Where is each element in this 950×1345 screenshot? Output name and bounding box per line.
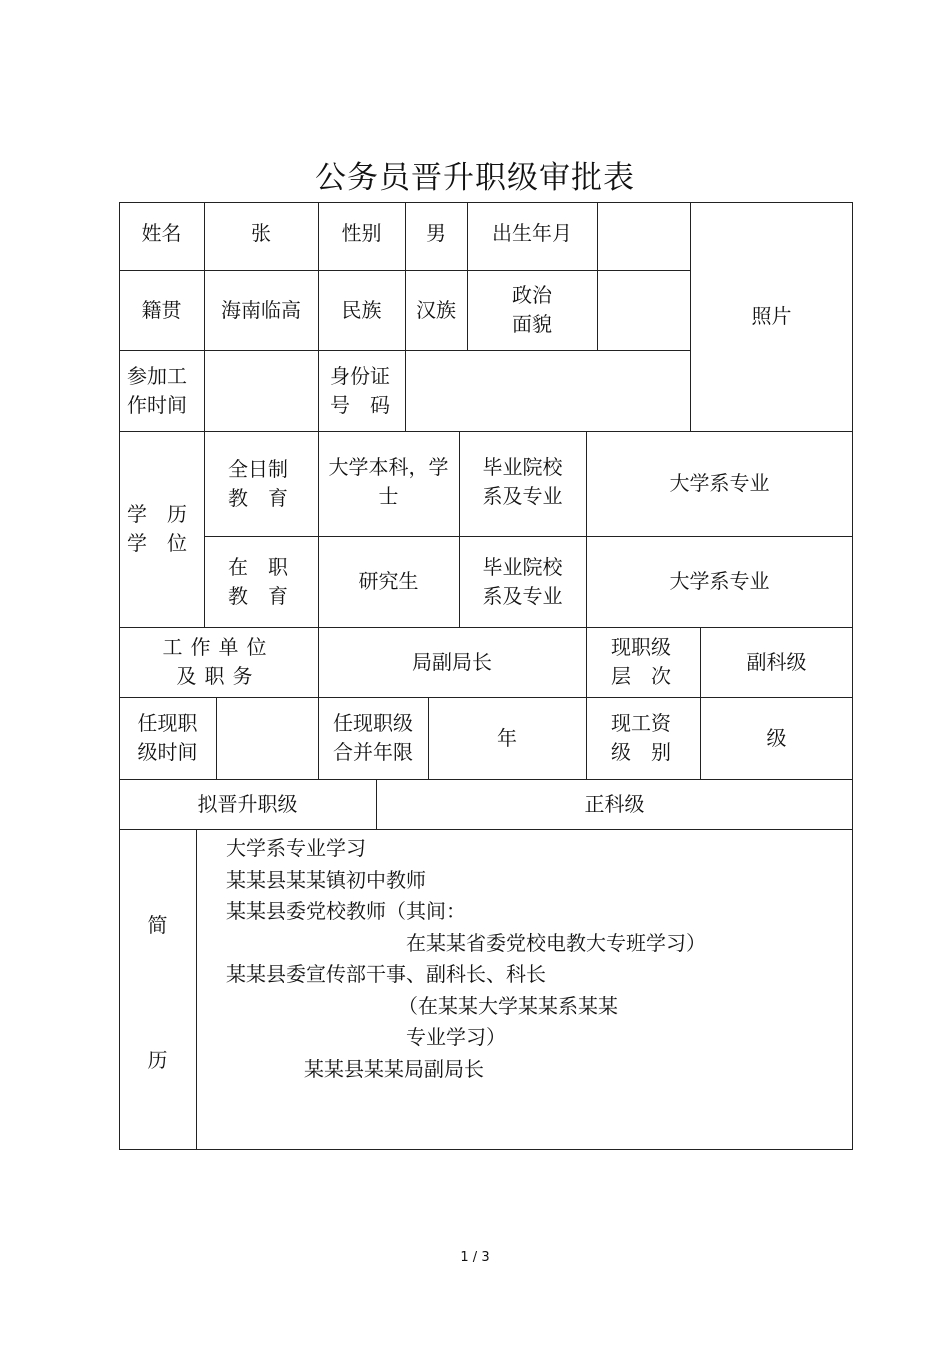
value-native-place: 海南临高 — [221, 297, 301, 322]
label-birth: 出生年月 — [492, 220, 572, 245]
page-number: 1 / 3 — [460, 1250, 490, 1265]
value-work-unit: 局副局长 — [412, 649, 492, 674]
label-fulltime-school: 毕业院校 系及专业 — [482, 455, 563, 508]
value-fulltime-major: 大学系专业 — [669, 471, 770, 495]
label-fulltime-edu: 全日制 教 育 — [228, 456, 288, 510]
label-education: 学 历 学 位 — [127, 502, 187, 555]
label-native-place: 籍贯 — [141, 297, 182, 322]
resume-line-7: 专业学习） — [406, 1025, 506, 1049]
resume-line-3: 某某县委党校教师（其间： — [226, 899, 466, 923]
resume-line-1: 大学系专业学习 — [226, 836, 366, 860]
resume-line-5: 某某县委宣传部干事、副科长、科长 — [226, 962, 546, 986]
label-gender: 性别 — [341, 220, 382, 245]
resume-line-4: 在某某省委党校电教大专班学习） — [406, 931, 706, 955]
photo-box: 照片 — [751, 304, 792, 328]
value-work-start — [204, 350, 318, 431]
resume-line-8: 某某县某某局副局长 — [304, 1057, 484, 1081]
value-name: 张 — [251, 220, 271, 245]
label-inservice-edu: 在 职 教 育 — [228, 554, 288, 608]
value-rank-time — [216, 697, 318, 779]
label-resume-2: 历 — [147, 1047, 168, 1072]
value-id-number — [405, 350, 690, 431]
value-promote: 正科级 — [584, 791, 645, 816]
label-merge-years: 任现职级 合并年限 — [333, 711, 413, 764]
label-promote: 拟晋升职级 — [197, 791, 298, 816]
value-ethnicity: 汉族 — [416, 297, 456, 322]
col-line — [196, 829, 197, 1150]
value-rank-level: 副科级 — [746, 649, 807, 674]
resume-line-6: （在某某大学某某系某某 — [398, 994, 618, 1018]
value-inservice-major: 大学系专业 — [669, 569, 770, 593]
label-work-start: 参加工 作时间 — [127, 363, 187, 417]
value-salary-level: 级 — [766, 725, 787, 750]
value-political — [597, 270, 690, 350]
page-title: 公务员晋升职级审批表 — [315, 160, 635, 196]
row-line — [119, 829, 853, 830]
label-work-unit: 工作单位 及职务 — [162, 635, 275, 688]
label-salary-level: 现工资 级 别 — [611, 711, 671, 764]
value-inservice-degree: 研究生 — [358, 569, 419, 593]
value-birth — [597, 202, 690, 270]
label-rank-level: 现职级 层 次 — [611, 635, 671, 688]
value-fulltime-degree: 大学本科，学 士 — [328, 455, 449, 508]
label-id-number: 身份证 号 码 — [330, 363, 390, 417]
resume-line-2: 某某县某某镇初中教师 — [226, 868, 426, 892]
label-name: 姓名 — [141, 220, 182, 245]
label-ethnicity: 民族 — [341, 297, 382, 322]
value-merge-years: 年 — [497, 725, 517, 750]
value-gender: 男 — [426, 220, 446, 245]
label-political: 政治 面貌 — [512, 283, 552, 336]
label-inservice-school: 毕业院校 系及专业 — [482, 554, 563, 608]
label-rank-time: 任现职 级时间 — [137, 711, 198, 764]
label-resume-1: 简 — [147, 912, 168, 937]
